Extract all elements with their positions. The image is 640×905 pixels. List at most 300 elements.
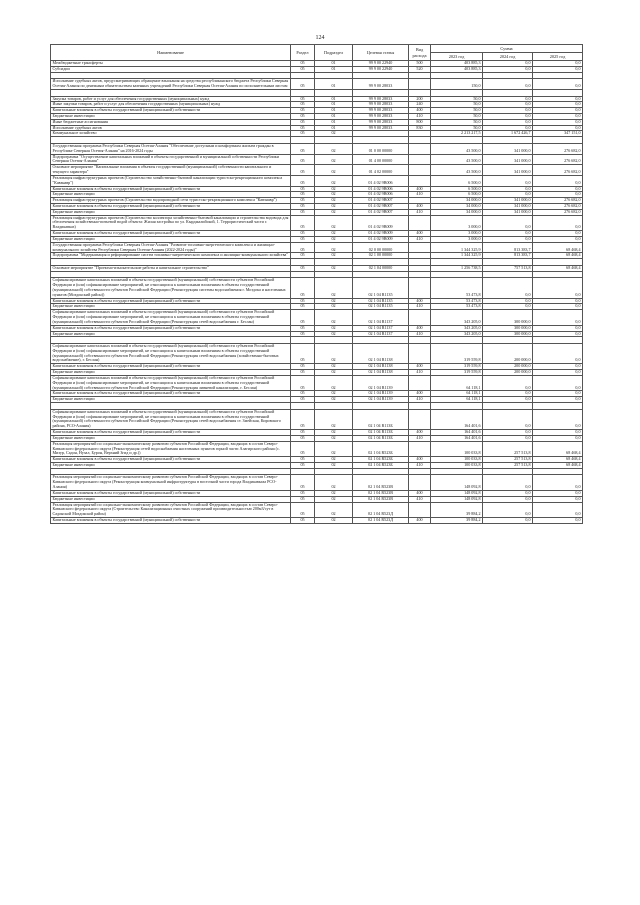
row-razdel: 05 (291, 409, 315, 429)
row-name: Подпрограмма "Модернизация и реформирование систем топливно-энергетического комплекса и жилищно-коммунального хозяйства" (51, 253, 291, 259)
row-name: Бюджетные инвестиции (51, 209, 291, 215)
row-expense-type (409, 475, 431, 490)
budget-table (50, 44, 583, 524)
row-expense-type (409, 310, 431, 325)
row-sum-2023: 39 884,2 (431, 502, 483, 517)
row-sum-2024: 341 000,0 (483, 204, 533, 210)
row-razdel: 05 (291, 209, 315, 215)
row-target-article: 01 4 02 9В006 (353, 186, 409, 192)
row-podrazdel: 02 (315, 310, 353, 325)
row-expense-type: 400 (409, 204, 431, 210)
row-podrazdel: 02 (315, 154, 353, 165)
row-sum-2024: 0,0 (483, 502, 533, 517)
row-sum-2025: 0,0 (533, 96, 583, 102)
row-name: Капитальные вложения в объекты государственной (муниципальной) собственности (51, 518, 291, 524)
row-razdel: 05 (291, 102, 315, 108)
row-name: Реализация мероприятий по социально-экономическому развитию субъектов Российской Федерации, входящих в состав Северо-Кавказского федерального округа (Строительство Канализационных очистных сооружений производительностью 200м3/сут в Садонской Моздокской район) (51, 502, 291, 517)
row-name: Реализация мероприятий по социально-экономическому развитию субъектов Российской Федерации, входящих в состав Северо-Кавказского федерального округа (Реконструкция коммунальной инфраструктуры в восточной части города Владикавказа РСО-Алания) (51, 475, 291, 490)
row-expense-type (409, 375, 431, 390)
row-sum-2024: 0,0 (483, 496, 533, 502)
row-podrazdel: 02 (315, 496, 353, 502)
row-sum-2023: 6 500,0 (431, 186, 483, 192)
spacer-cell (409, 259, 431, 266)
spacer-cell (483, 72, 533, 79)
spacer-cell (51, 468, 291, 475)
row-podrazdel: 02 (315, 198, 353, 204)
row-target-article: 99 9 00 22940 (353, 61, 409, 67)
row-sum-2025: 0,0 (533, 518, 583, 524)
row-razdel: 05 (291, 242, 315, 253)
table-row (51, 310, 583, 325)
row-target-article: 02 1 04 R523В (353, 490, 409, 496)
row-expense-type: 400 (409, 364, 431, 370)
row-razdel: 05 (291, 231, 315, 237)
table-row (51, 441, 583, 456)
row-sum-2024: 0,0 (483, 125, 533, 131)
row-name: Реализация инфраструктурных проектов (Строительство хозяйственно-бытовой канализации туристско-рекреационного комплекса "Кавзнавр") (51, 175, 291, 186)
row-name: Подпрограмма "Осуществление капитальных вложений в объекты государственной и муниципальной собственности Республики Северная Осетия-Алания" (51, 154, 291, 165)
row-name: Бюджетные инвестиции (51, 113, 291, 119)
row-sum-2025: 0,0 (533, 370, 583, 376)
row-sum-2023: 64 118,1 (431, 397, 483, 403)
row-sum-2025: 276 682,0 (533, 154, 583, 165)
row-target-article: 02 1 04 R1138 (353, 370, 409, 376)
spacer-cell (431, 337, 483, 344)
row-name: Реализация инфраструктурных проектов (Строительство водопроводной сети туристско-рекреационного комплекса "Кавзнавр") (51, 198, 291, 204)
row-name: Капитальные вложения в объекты государственной (муниципальной) собственности (51, 325, 291, 331)
row-sum-2024: 200 000,0 (483, 370, 533, 376)
row-expense-type: 800 (409, 119, 431, 125)
row-sum-2023: 2 213 217,5 (431, 131, 483, 137)
spacer-cell (409, 468, 431, 475)
row-sum-2025: 0,0 (533, 496, 583, 502)
row-target-article: 02 1 04 R1137 (353, 331, 409, 337)
spacer-cell (51, 259, 291, 266)
row-target-article: 99 9 00 28033 (353, 125, 409, 131)
spacer-cell (315, 337, 353, 344)
row-sum-2023: 53 473,8 (431, 304, 483, 310)
row-target-article: 02 1 04 R1135 (353, 304, 409, 310)
spacer-cell (291, 271, 315, 278)
spacer-cell (533, 137, 583, 144)
row-podrazdel: 02 (315, 325, 353, 331)
spacer-cell (353, 271, 409, 278)
row-sum-2023: 1 256 738,5 (431, 265, 483, 271)
row-target-article: 02 1 04 R1137 (353, 325, 409, 331)
row-sum-2025: 0,0 (533, 113, 583, 119)
row-sum-2024: 0,0 (483, 215, 533, 230)
row-expense-type: 410 (409, 496, 431, 502)
table-row (51, 242, 583, 253)
row-expense-type: 410 (409, 370, 431, 376)
header-year-2024: 2024 год (483, 53, 533, 61)
spacer-cell (409, 72, 431, 79)
spacer-cell (315, 89, 353, 96)
row-sum-2025: 347 151,0 (533, 131, 583, 137)
row-podrazdel: 02 (315, 397, 353, 403)
row-expense-type (409, 409, 431, 429)
spacer-cell (315, 468, 353, 475)
spacer-cell (431, 72, 483, 79)
row-podrazdel: 02 (315, 370, 353, 376)
row-razdel: 05 (291, 175, 315, 186)
row-name: Капитальные вложения в объекты государственной (муниципальной) собственности (51, 298, 291, 304)
row-razdel: 05 (291, 61, 315, 67)
row-sum-2024: 0,0 (483, 298, 533, 304)
row-sum-2024: 341 000,0 (483, 143, 533, 154)
row-podrazdel: 02 (315, 278, 353, 298)
spacer-cell (315, 259, 353, 266)
row-podrazdel: 02 (315, 457, 353, 463)
row-razdel: 05 (291, 496, 315, 502)
row-sum-2025: 0,0 (533, 108, 583, 114)
row-sum-2025: 276 682,0 (533, 165, 583, 176)
row-expense-type: 410 (409, 236, 431, 242)
row-name: Бюджетные инвестиции (51, 496, 291, 502)
row-razdel: 05 (291, 253, 315, 259)
row-expense-type: 410 (409, 435, 431, 441)
header-podrazdel: Подраздел (315, 45, 353, 61)
spacer-cell (533, 72, 583, 79)
row-expense-type (409, 79, 431, 90)
row-name: Бюджетные инвестиции (51, 304, 291, 310)
row-razdel: 05 (291, 304, 315, 310)
spacer-cell (353, 468, 409, 475)
row-sum-2023: 43 500,0 (431, 154, 483, 165)
row-sum-2023: 64 118,1 (431, 391, 483, 397)
row-podrazdel: 01 (315, 66, 353, 72)
spacer-cell (51, 271, 291, 278)
row-podrazdel: 02 (315, 265, 353, 271)
spacer-row (51, 271, 583, 278)
spacer-cell (483, 271, 533, 278)
row-target-article: 01 0 00 00000 (353, 143, 409, 154)
row-name: Капитальные вложения в объекты государственной (муниципальной) собственности (51, 490, 291, 496)
row-sum-2025: 0,0 (533, 375, 583, 390)
row-name: Капитальные вложения в объекты государственной (муниципальной) собственности (51, 457, 291, 463)
row-target-article: 99 9 00 28033 (353, 113, 409, 119)
row-sum-2023: 3 000,0 (431, 236, 483, 242)
row-razdel: 05 (291, 79, 315, 90)
row-sum-2024: 0,0 (483, 61, 533, 67)
spacer-row (51, 403, 583, 410)
spacer-cell (353, 403, 409, 410)
row-sum-2023: 50,0 (431, 96, 483, 102)
header-sum: Сумма (431, 45, 583, 53)
row-expense-type (409, 502, 431, 517)
row-expense-type: 410 (409, 462, 431, 468)
row-name: Исполнение судебных актов, предусматривающих обращение взыскания на средства республиканского бюджета Республики Северная Осетия-Алания по денежным обязательствам казенных учреждений Республики Северная Осетия-Алания по исполнительным листам (51, 79, 291, 90)
row-target-article: 99 9 00 28033 (353, 79, 409, 90)
spacer-cell (51, 72, 291, 79)
row-target-article: 02 1 04 R113Б (353, 409, 409, 429)
row-expense-type: 200 (409, 96, 431, 102)
row-sum-2025: 0,0 (533, 298, 583, 304)
row-name: Субсидии (51, 66, 291, 72)
row-sum-2023: 343 205,0 (431, 331, 483, 337)
row-name: Бюджетные инвестиции (51, 331, 291, 337)
spacer-cell (533, 468, 583, 475)
row-sum-2025: 0,0 (533, 192, 583, 198)
row-sum-2023: 34 000,0 (431, 209, 483, 215)
row-sum-2024: 0,0 (483, 375, 533, 390)
row-sum-2025: 0,0 (533, 364, 583, 370)
spacer-row (51, 72, 583, 79)
spacer-cell (409, 337, 431, 344)
row-name: Иные бюджетные ассигнования (51, 119, 291, 125)
header-expense-type: Вид расхода (409, 45, 431, 61)
row-sum-2023: 34 000,0 (431, 198, 483, 204)
row-podrazdel: 02 (315, 331, 353, 337)
row-sum-2025: 0,0 (533, 215, 583, 230)
row-razdel: 05 (291, 131, 315, 137)
row-razdel: 05 (291, 397, 315, 403)
spacer-cell (533, 89, 583, 96)
row-name: Бюджетные инвестиции (51, 462, 291, 468)
row-sum-2024: 0,0 (483, 475, 533, 490)
spacer-cell (353, 337, 409, 344)
row-sum-2024: 0,0 (483, 278, 533, 298)
row-name: Софинансирование капитальных вложений в объекты государственной (муниципальной) собственности субъектов Российской Федерации и (или) софинансирование мероприятий, не относящихся к капитальным вложениям в объекты государственной (муниципальной) собственности субъектов Российской Федерации (Реконструкция сетей водоснабжения ст. Змейская, Кировского района, РСО-Алания) (51, 409, 291, 429)
table-row (51, 344, 583, 364)
row-razdel: 05 (291, 236, 315, 242)
row-sum-2023: 50,0 (431, 102, 483, 108)
row-sum-2023: 100 033,8 (431, 441, 483, 456)
row-sum-2025: 0,0 (533, 430, 583, 436)
row-target-article: 01 4 02 9В009 (353, 215, 409, 230)
row-sum-2023: 100 033,8 (431, 457, 483, 463)
row-target-article: 01 4 02 9В009 (353, 231, 409, 237)
row-expense-type: 410 (409, 209, 431, 215)
row-name: Государственная программа Республики Северная Осетия-Алания "Обеспечение доступным и комфортным жильем граждан в Республике Северная Осетия-Алания" на 2016-2024 годы (51, 143, 291, 154)
table-row (51, 518, 583, 524)
header-year-2025: 2025 год (533, 53, 583, 61)
spacer-cell (291, 337, 315, 344)
row-sum-2025: 68 468,4 (533, 457, 583, 463)
row-sum-2023: 64 118,1 (431, 375, 483, 390)
row-target-article: 99 9 00 28033 (353, 102, 409, 108)
table-row (51, 175, 583, 186)
row-sum-2024: 341 000,0 (483, 154, 533, 165)
row-razdel: 05 (291, 331, 315, 337)
row-podrazdel: 01 (315, 125, 353, 131)
row-name: Капитальные вложения в объекты государственной (муниципальной) собственности (51, 108, 291, 114)
row-sum-2024: 200 000,0 (483, 364, 533, 370)
row-sum-2025: 0,0 (533, 278, 583, 298)
row-sum-2024: 0,0 (483, 96, 533, 102)
row-razdel: 05 (291, 265, 315, 271)
row-sum-2025: 0,0 (533, 502, 583, 517)
row-podrazdel: 02 (315, 344, 353, 364)
row-sum-2023: 3 000,0 (431, 231, 483, 237)
spacer-cell (409, 403, 431, 410)
row-name: Закупка товаров, работ и услуг для обеспечения государственных (муниципальных) нужд (51, 96, 291, 102)
row-sum-2024: 341 000,0 (483, 198, 533, 204)
spacer-cell (315, 137, 353, 144)
row-target-article: 01 4 02 9В007 (353, 209, 409, 215)
row-razdel: 05 (291, 370, 315, 376)
row-target-article: 99 9 00 22940 (353, 66, 409, 72)
row-podrazdel: 02 (315, 236, 353, 242)
spacer-cell (353, 72, 409, 79)
row-sum-2024: 257 513,8 (483, 441, 533, 456)
row-sum-2025: 0,0 (533, 475, 583, 490)
row-sum-2023: 164 401,6 (431, 435, 483, 441)
row-podrazdel: 02 (315, 204, 353, 210)
row-razdel: 05 (291, 310, 315, 325)
row-razdel: 05 (291, 325, 315, 331)
row-sum-2024: 1 672 426,7 (483, 131, 533, 137)
row-razdel: 05 (291, 430, 315, 436)
table-row (51, 375, 583, 390)
row-name: Капитальные вложения в объекты государственной (муниципальной) собственности (51, 364, 291, 370)
row-sum-2025: 0,0 (533, 310, 583, 325)
table-row (51, 278, 583, 298)
spacer-row (51, 468, 583, 475)
row-expense-type (409, 441, 431, 456)
page-number: 124 (315, 35, 325, 41)
row-sum-2023: 148 092,8 (431, 496, 483, 502)
row-name: Софинансирование капитальных вложений в объекты государственной (муниципальной) собственности субъектов Российской Федерации и (или) софинансирование мероприятий, не относящихся к капитальным вложениям в объекты государственной (муниципальной) собственности субъектов Российской Федерации (Реконструкция сетей водоснабжения г. Беслан) (51, 310, 291, 325)
row-podrazdel: 02 (315, 490, 353, 496)
row-sum-2023: 6 500,0 (431, 192, 483, 198)
row-razdel: 05 (291, 66, 315, 72)
spacer-cell (51, 137, 291, 144)
row-sum-2024: 0,0 (483, 435, 533, 441)
row-sum-2025: 68 468,4 (533, 441, 583, 456)
row-sum-2025: 0,0 (533, 186, 583, 192)
row-target-article: 01 4 02 9В006 (353, 192, 409, 198)
row-razdel: 05 (291, 204, 315, 210)
row-sum-2023: 148 092,8 (431, 475, 483, 490)
spacer-cell (353, 259, 409, 266)
row-expense-type: 410 (409, 304, 431, 310)
row-podrazdel: 01 (315, 79, 353, 90)
table-row (51, 215, 583, 230)
row-sum-2025: 0,0 (533, 231, 583, 237)
row-sum-2024: 0,0 (483, 236, 533, 242)
row-expense-type: 410 (409, 331, 431, 337)
spacer-cell (431, 403, 483, 410)
row-expense-type: 830 (409, 125, 431, 131)
row-podrazdel: 02 (315, 242, 353, 253)
row-name: Бюджетные инвестиции (51, 397, 291, 403)
row-sum-2025: 276 682,0 (533, 143, 583, 154)
row-sum-2024: 0,0 (483, 79, 533, 90)
row-name: Капитальные вложения в объекты государственной (муниципальной) собственности (51, 231, 291, 237)
spacer-cell (291, 72, 315, 79)
row-sum-2025: 0,0 (533, 125, 583, 131)
row-razdel: 05 (291, 192, 315, 198)
row-sum-2025: 0,0 (533, 236, 583, 242)
row-podrazdel: 02 (315, 131, 353, 137)
row-target-article: 02 1 04 R1139 (353, 391, 409, 397)
row-sum-2025: 0,0 (533, 331, 583, 337)
row-expense-type: 400 (409, 325, 431, 331)
row-sum-2023: 34 000,0 (431, 204, 483, 210)
row-podrazdel: 02 (315, 409, 353, 429)
spacer-cell (315, 271, 353, 278)
row-razdel: 05 (291, 154, 315, 165)
spacer-cell (51, 337, 291, 344)
row-podrazdel: 01 (315, 96, 353, 102)
row-razdel: 05 (291, 518, 315, 524)
table-row (51, 502, 583, 517)
row-expense-type: 410 (409, 397, 431, 403)
row-target-article: 01 4 02 9В009 (353, 236, 409, 242)
row-expense-type (409, 165, 431, 176)
row-sum-2025: 0,0 (533, 119, 583, 125)
row-target-article: 02 1 04 R1135 (353, 278, 409, 298)
spacer-cell (533, 337, 583, 344)
row-razdel: 05 (291, 278, 315, 298)
row-sum-2023: 343 205,0 (431, 325, 483, 331)
row-expense-type: 240 (409, 102, 431, 108)
row-expense-type (409, 154, 431, 165)
spacer-cell (483, 468, 533, 475)
spacer-cell (291, 137, 315, 144)
row-sum-2023: 319 559,8 (431, 370, 483, 376)
row-name: Капитальные вложения в объекты государственной (муниципальной) собственности (51, 391, 291, 397)
row-podrazdel: 02 (315, 186, 353, 192)
row-sum-2023: 43 500,0 (431, 165, 483, 176)
row-razdel: 05 (291, 502, 315, 517)
row-sum-2024: 200 000,0 (483, 344, 533, 364)
row-razdel: 05 (291, 375, 315, 390)
spacer-cell (291, 468, 315, 475)
table-row (51, 409, 583, 429)
row-target-article: 02 1 04 R1139 (353, 397, 409, 403)
row-razdel: 05 (291, 108, 315, 114)
row-sum-2024: 0,0 (483, 304, 533, 310)
row-razdel: 05 (291, 457, 315, 463)
row-expense-type: 400 (409, 108, 431, 114)
header-razdel: Раздел (291, 45, 315, 61)
row-sum-2025: 0,0 (533, 409, 583, 429)
row-expense-type: 400 (409, 490, 431, 496)
row-target-article: 02 1 00 00000 (353, 253, 409, 259)
row-expense-type: 400 (409, 186, 431, 192)
row-expense-type (409, 215, 431, 230)
row-podrazdel: 02 (315, 165, 353, 176)
row-target-article: 99 9 00 28033 (353, 96, 409, 102)
row-expense-type: 400 (409, 231, 431, 237)
row-target-article: 02 1 04 R1137 (353, 310, 409, 325)
row-expense-type (409, 242, 431, 253)
spacer-row (51, 337, 583, 344)
row-expense-type: 410 (409, 113, 431, 119)
spacer-cell (315, 72, 353, 79)
row-name: Капитальные вложения в объекты государственной (муниципальной) собственности (51, 186, 291, 192)
row-sum-2025: 0,0 (533, 435, 583, 441)
row-target-article: 02 1 04 R523В (353, 496, 409, 502)
row-sum-2024: 0,0 (483, 175, 533, 186)
spacer-cell (353, 89, 409, 96)
row-name: Софинансирование капитальных вложений в объекты государственной (муниципальной) собственности субъектов Российской Федерации и (или) софинансирование мероприятий, не относящихся к капитальным вложениям в объекты государственной (муниципальной) собственности субъектов Российской Федерации (Реконструкция системы водоснабжения г. Моздока и населенных пунктов (Моздокский район)) (51, 278, 291, 298)
spacer-cell (533, 271, 583, 278)
row-sum-2024: 0,0 (483, 66, 533, 72)
row-name: Коммунальное хозяйство (51, 131, 291, 137)
spacer-cell (483, 259, 533, 266)
row-razdel: 05 (291, 364, 315, 370)
row-sum-2023: 100 033,8 (431, 462, 483, 468)
row-sum-2023: 403 885,3 (431, 61, 483, 67)
row-target-article: 99 9 00 28033 (353, 108, 409, 114)
row-target-article: 01 4 00 00000 (353, 154, 409, 165)
row-sum-2023: 1 344 325,9 (431, 253, 483, 259)
row-target-article: 02 1 04 R1138 (353, 364, 409, 370)
row-name: Исполнение судебных актов (51, 125, 291, 131)
